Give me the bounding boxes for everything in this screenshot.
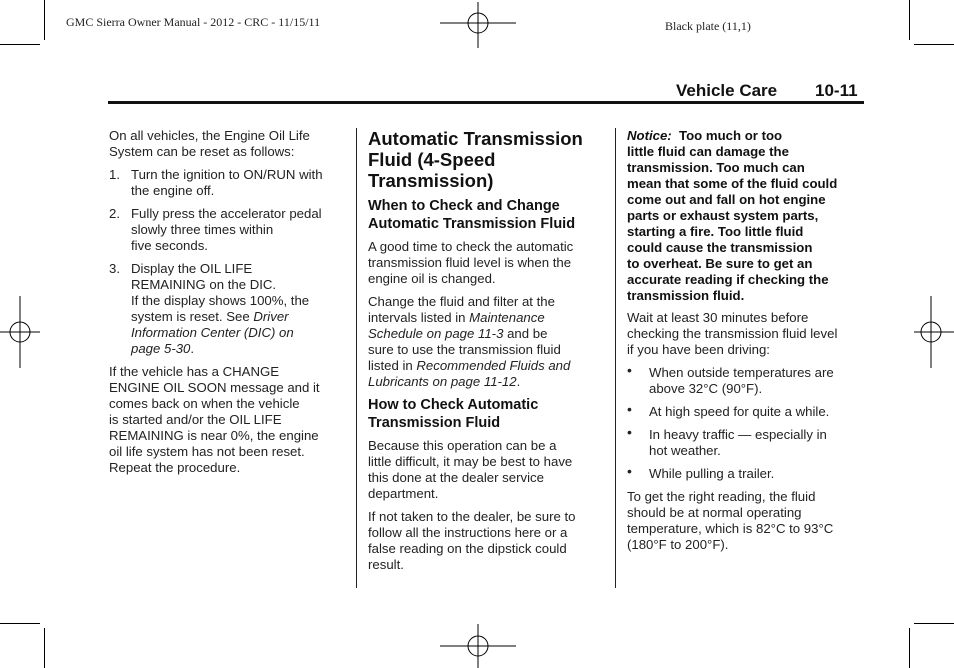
column-2 [368,128,608,580]
conditions-list [627,362,867,482]
list-item: • At high speed for quite a while. [627,401,830,419]
notice-label: Notice: [627,128,672,143]
reset-step-2: 2. Fully press the accelerator pedal slowly three times within five seconds. [109,206,322,253]
page-number: 10-11 [815,81,858,100]
section-title: Vehicle Care [676,81,778,100]
list-item: • While pulling a trailer. [627,463,775,481]
wait-para: Wait at least 30 minutes before checking the transmission fluid level if you have been driving: [627,310,838,357]
header-rule [108,101,864,104]
maintenance-link[interactable]: Maintenance [469,310,545,325]
fluids-page-link[interactable]: Lubricants on page 11-12 [368,374,517,389]
fluids-link[interactable]: Recommended Fluids and [416,358,571,373]
bullet-icon: • [627,401,632,417]
article-title: Automatic Transmission Fluid (4-Speed Transmission) [368,128,583,191]
oil-life-outro: If the vehicle has a CHANGE ENGINE OIL SOON message and it comes back on when the vehicle is started and/or the OIL LIFE REMAINING is near 0%, the engine oil life system has not been reset. Repeat the procedure. [109,364,320,475]
registration-mark-bottom [440,622,516,668]
column-divider-1 [356,128,357,588]
reset-steps [109,167,349,357]
column-divider-2 [615,128,616,588]
registration-mark-left [0,296,40,368]
dealer-para: Because this operation can be a little difficult, it may be best to have this done at the dealer service department. [368,438,573,501]
dic-page-link[interactable]: page 5-30 [131,341,191,356]
bullet-icon: • [627,424,632,440]
registration-mark-right [914,296,954,368]
registration-mark-top [440,2,516,50]
dic-link-cont[interactable]: Information Center (DIC) on [131,325,294,340]
reading-para: To get the right reading, the fluid should be at normal operating temperature, which is 82°C to 93°C (180°F to 200°F). [627,489,834,552]
instructions-para: If not taken to the dealer, be sure to follow all the instructions here or a false reading on the dipstick could result. [368,509,576,572]
subheading-when-to-check: When to Check and Change Automatic Transmission Fluid [368,198,576,232]
subheading-how-to-check: How to Check Automatic Transmission Fluid [368,397,539,431]
reset-step-1: 1. Turn the ignition to ON/RUN with the engine off. [109,167,323,198]
plate-info-right: Black plate (11,1) [665,19,751,33]
dic-link[interactable]: Driver [253,309,289,324]
maintenance-page-link[interactable]: Schedule on page 11-3 [368,326,504,341]
bullet-icon: • [627,463,632,479]
list-item: • When outside temperatures are above 32°C (90°F). [627,362,834,396]
column-1 [109,128,349,483]
bullet-icon: • [627,362,632,378]
notice-block: Notice: Too much or too little fluid can damage the transmission. Too much can mean that some of the fluid could come out and fall on hot engine parts or exhaust system parts, starting a fire. Too little fluid could cause the transmission to overheat. Be sure to get an accurate reading if checking the transmission fluid. [627,128,838,303]
reset-step-3: 3. Display the OIL LIFE REMAINING on the DIC. If the display shows 100%, the system is reset. See Driver Information Center (DIC) on page 5-30. [109,261,310,356]
plate-info-left: GMC Sierra Owner Manual - 2012 - CRC - 11/15/11 [66,15,321,29]
change-fluid-para: Change the fluid and filter at the intervals listed in Maintenance Schedule on page 11-3 and be sure to use the transmission fluid listed in Recommended Fluids and Lubricants on page 11-12. [368,294,571,389]
oil-life-intro: On all vehicles, the Engine Oil Life System can be reset as follows: [109,128,310,159]
column-3 [627,128,867,560]
when-to-check-para: A good time to check the automatic transmission fluid level is when the engine oil is changed. [368,239,574,286]
list-item: • In heavy traffic — especially in hot weather. [627,424,827,458]
